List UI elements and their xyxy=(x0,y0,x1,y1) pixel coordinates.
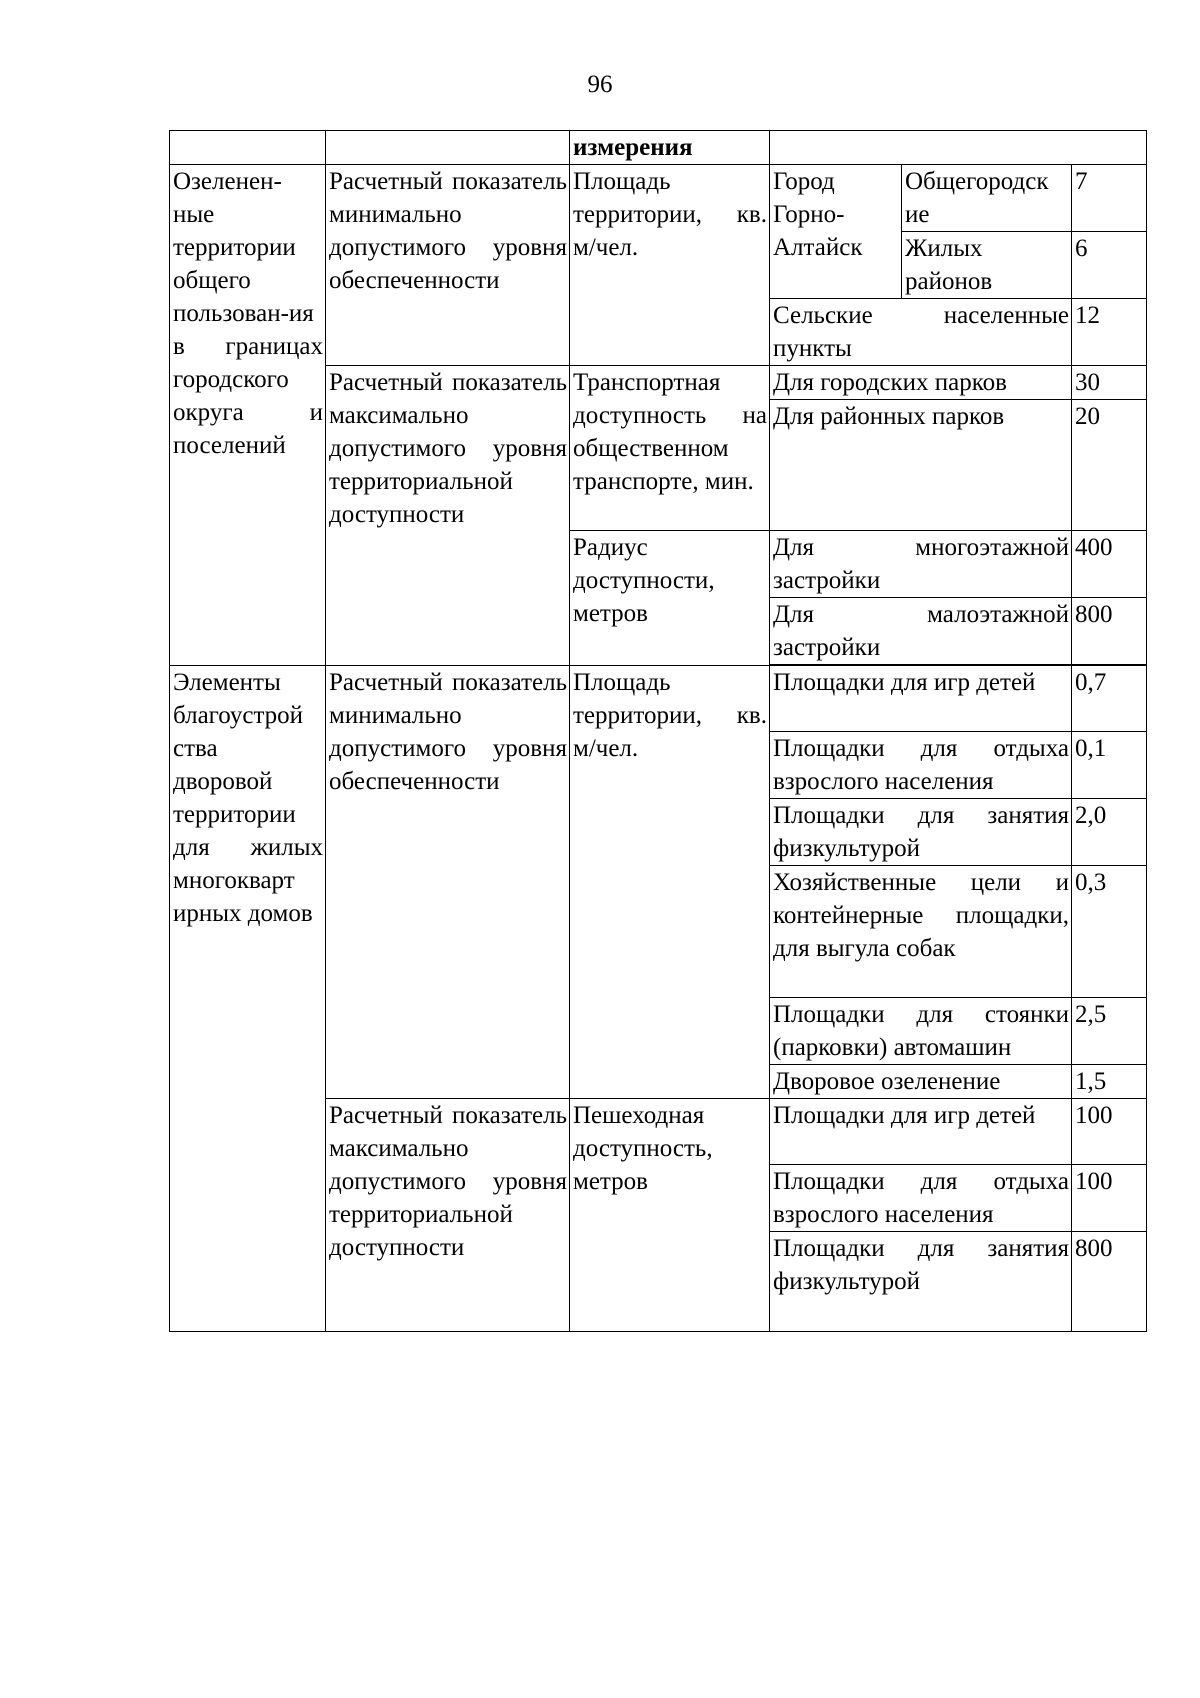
indicator-min-cell: Расчетный показатель минимально допустимого уровня обеспеченности xyxy=(326,165,570,366)
value-cell: 100 xyxy=(1072,1165,1147,1232)
table-row xyxy=(170,165,1147,232)
header-row xyxy=(170,131,1147,165)
category-cell: Площадки для отдыха взрослого населения xyxy=(770,732,1072,799)
category-cell: Для малоэтажной застройки xyxy=(770,598,1072,665)
header-cell-empty xyxy=(326,131,570,165)
indicator-min-cell: Расчетный показатель минимально допустимого уровня обеспеченности xyxy=(326,666,570,1099)
value-cell: 20 xyxy=(1072,400,1147,531)
value-cell: 1,5 xyxy=(1072,1065,1147,1099)
unit-cell: Площадь территории, кв. м/чел. xyxy=(570,666,770,1099)
header-unit-cell: измерения xyxy=(570,131,770,165)
header-cell-empty xyxy=(770,131,1147,165)
object-cell: Элементы благоустрой ства дворовой территории для жилых многокварт ирных домов xyxy=(170,666,326,1332)
category-cell: Дворовое озеленение xyxy=(770,1065,1072,1099)
value-cell: 100 xyxy=(1072,1099,1147,1165)
indicator-max-cell: Расчетный показатель максимально допустимого уровня территориальной доступности xyxy=(326,1099,570,1332)
category-cell: Для городских парков xyxy=(770,366,1072,400)
standards-table xyxy=(169,130,1147,1332)
page-number: 96 xyxy=(587,71,613,98)
value-cell: 6 xyxy=(1072,232,1147,299)
value-cell: 2,5 xyxy=(1072,998,1147,1065)
category-cell: Площадки для занятия физкультурой xyxy=(770,799,1072,866)
subcategory-cell: Жилых районов xyxy=(902,232,1072,299)
unit-cell: Площадь территории, кв. м/чел. xyxy=(570,165,770,366)
category-cell: Хозяйственные цели и контейнерные площадки, для выгула собак xyxy=(770,866,1072,998)
category-cell: Площадки для игр детей xyxy=(770,1099,1072,1165)
category-cell: Для многоэтажной застройки xyxy=(770,531,1072,598)
unit-cell: Транспортная доступность на общественном транспорте, мин. xyxy=(570,366,770,531)
value-cell: 0,3 xyxy=(1072,866,1147,998)
value-cell: 800 xyxy=(1072,1232,1147,1332)
value-cell: 2,0 xyxy=(1072,799,1147,866)
value-cell: 30 xyxy=(1072,366,1147,400)
indicator-max-cell: Расчетный показатель максимально допустимого уровня территориальной доступности xyxy=(326,366,570,666)
value-cell: 0,7 xyxy=(1072,666,1147,732)
category-cell: Площадки для стоянки (парковки) автомашин xyxy=(770,998,1072,1065)
category-cell: Для районных парков xyxy=(770,400,1072,531)
unit-cell: Пешеходная доступность, метров xyxy=(570,1099,770,1332)
object-cell: Озеленен-ные территории общего пользован-ия в границах городского округа и поселений xyxy=(170,165,326,666)
value-cell: 400 xyxy=(1072,531,1147,598)
unit-cell: Радиус доступности, метров xyxy=(570,531,770,666)
value-cell: 12 xyxy=(1072,299,1147,366)
value-cell: 0,1 xyxy=(1072,732,1147,799)
subcategory-cell: Общегородск ие xyxy=(902,165,1072,232)
category-cell: Сельские населенные пункты xyxy=(770,299,1072,366)
value-cell: 7 xyxy=(1072,165,1147,232)
table-row xyxy=(170,666,1147,732)
value-cell: 800 xyxy=(1072,598,1147,665)
category-cell: Площадки для отдыха взрослого населения xyxy=(770,1165,1072,1232)
category-cell: Площадки для занятия физкультурой xyxy=(770,1232,1072,1332)
city-cell: Город Горно-Алтайск xyxy=(770,165,902,299)
category-cell: Площадки для игр детей xyxy=(770,666,1072,732)
header-cell-empty xyxy=(170,131,326,165)
